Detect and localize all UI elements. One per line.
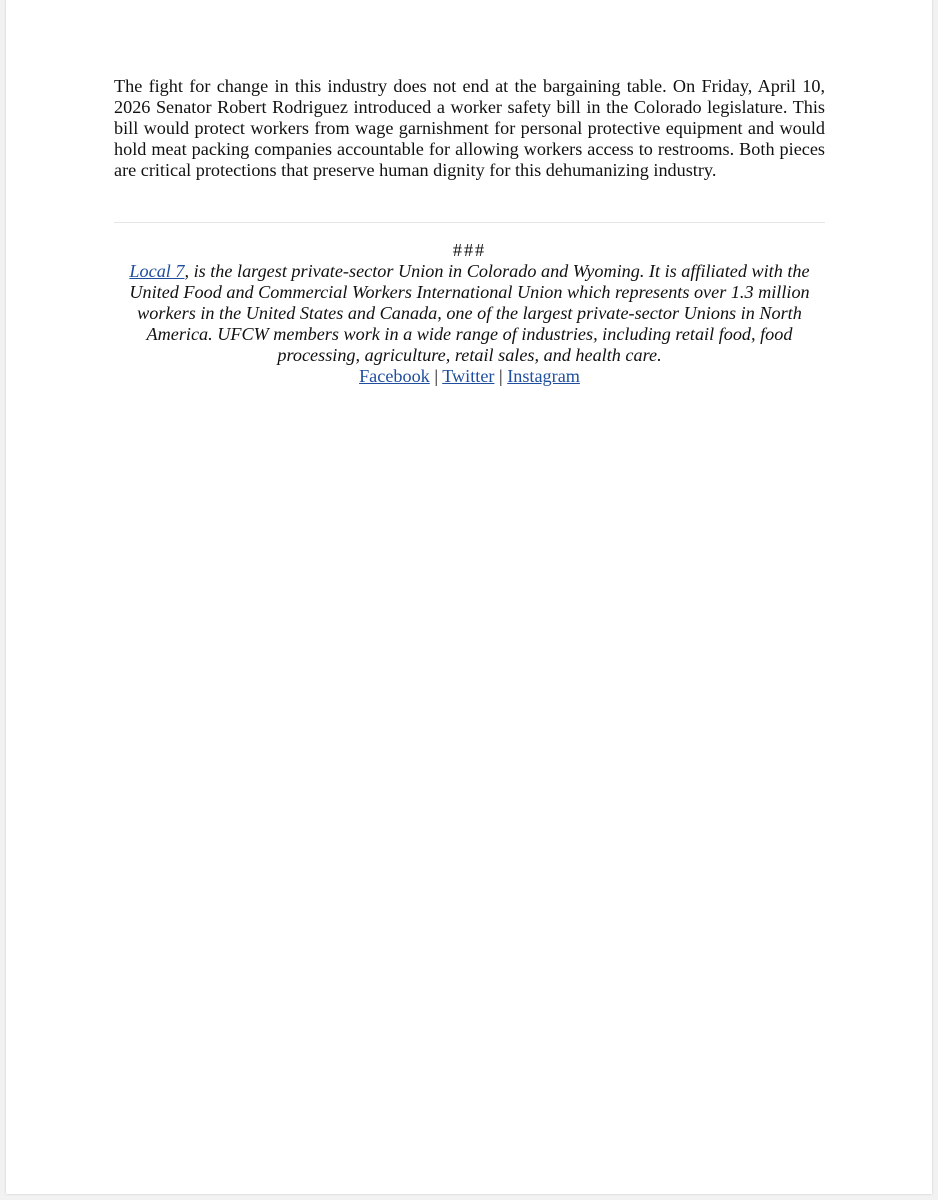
twitter-link[interactable]: Twitter: [442, 366, 495, 386]
section-divider: [114, 222, 825, 223]
link-separator: |: [494, 366, 508, 386]
instagram-link[interactable]: Instagram: [507, 366, 580, 386]
social-links: [114, 366, 825, 387]
about-paragraph: [114, 261, 825, 366]
local-7-link[interactable]: Local 7: [129, 261, 185, 281]
document-page: [6, 0, 932, 1194]
facebook-link[interactable]: Facebook: [359, 366, 430, 386]
press-release-boilerplate: [114, 240, 825, 387]
end-mark: ###: [452, 240, 487, 260]
link-separator: |: [429, 366, 443, 386]
body-paragraph: The fight for change in this industry does not end at the bargaining table. On Friday, April 10, 2026 Senator Robert Rodriguez introduced a worker safety bill in the Colorado legislature. This bill would protect workers from wage garnishment for personal protective equipment and would hold meat packing companies accountable for allowing workers access to restrooms. Both pieces are critical protections that preserve human dignity for this dehumanizing industry.: [114, 76, 825, 180]
about-text: , is the largest private-sector Union in Colorado and Wyoming. It is affiliated with the United Food and Commercial Workers International Union which represents over 1.3 million workers in the United States and Canada, one of the largest private-sector Unions in North America. UFCW members work in a wide range of industries, including retail food, food processing, agriculture, retail sales, and health care.: [129, 261, 810, 365]
